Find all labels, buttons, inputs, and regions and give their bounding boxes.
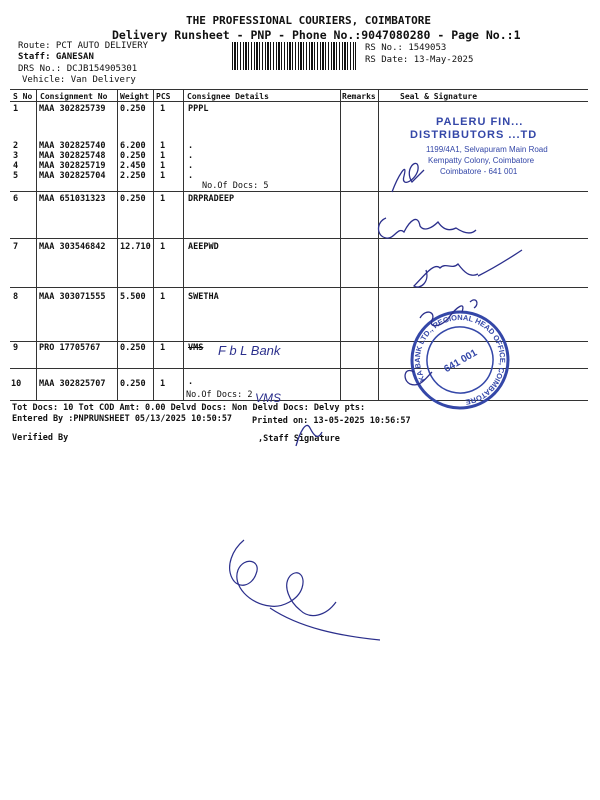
- row-pcs: 1: [160, 292, 166, 302]
- row-consignee: .: [188, 171, 194, 181]
- stamp-center-text: 641 001: [442, 347, 480, 376]
- staff-signature-scribble: [296, 425, 322, 446]
- row-consignment: MAA 302825707: [39, 379, 106, 389]
- row-consignee: AEEPWD: [188, 242, 219, 252]
- row-sno: 6: [13, 194, 19, 204]
- handwritten-note-row9: F b L Bank: [218, 343, 281, 358]
- row-pcs: 1: [160, 141, 166, 151]
- row-consignee: .: [188, 151, 194, 161]
- stamp-line: PALERU FIN...: [436, 116, 524, 128]
- row-pcs: 1: [160, 242, 166, 252]
- header-sno: S No: [13, 92, 33, 101]
- row-consignment: MAA 302825740: [39, 141, 106, 151]
- stamp-line: Coimbatore - 641 001: [440, 167, 518, 176]
- verified-by: Verified By: [12, 433, 69, 443]
- row-pcs: 1: [160, 379, 166, 389]
- row-weight: 0.250: [120, 379, 146, 389]
- stamp-line: DISTRIBUTORS ...TD: [410, 129, 538, 141]
- docs-count-group2: No.Of Docs: 2: [186, 390, 253, 400]
- header-seal: Seal & Signature: [400, 92, 478, 101]
- row-sno: 9: [13, 343, 19, 353]
- stamp-line: 1199/4A1, Selvapuram Main Road: [426, 145, 548, 154]
- staff-signature-label: ,Staff Signature: [258, 434, 340, 444]
- docs-count-group1: No.Of Docs: 5: [202, 181, 269, 191]
- printed-on: Printed on: 13-05-2025 10:56:57: [252, 416, 411, 426]
- header-weight: Weight: [120, 92, 149, 101]
- row-consignee: .: [188, 161, 194, 171]
- row-consignee: PPPL: [188, 104, 209, 114]
- header-remarks: Remarks: [342, 92, 376, 101]
- row-weight: 6.200: [120, 141, 146, 151]
- row-weight: 12.710: [120, 242, 151, 252]
- row-sno: 3: [13, 151, 19, 161]
- row-weight: 0.250: [120, 194, 146, 204]
- large-signature: [230, 540, 380, 640]
- row-consignment: MAA 651031323: [39, 194, 106, 204]
- header-consignee: Consignee Details: [187, 92, 269, 101]
- row-consignee: DRPRADEEP: [188, 194, 235, 204]
- signature-row6: [379, 218, 477, 238]
- row-weight: 2.250: [120, 171, 146, 181]
- company-title: THE PROFESSIONAL COURIERS, COIMBATORE: [186, 14, 432, 27]
- entered-by: Entered By :PNPRUNSHEET 05/13/2025 10:50:57: [12, 414, 233, 424]
- row-weight: 2.450: [120, 161, 146, 171]
- vehicle: Vehicle: Van Delivery: [22, 75, 136, 85]
- row-sno: 1: [13, 104, 19, 114]
- signature-row7: [414, 250, 522, 287]
- rs-number: RS No.: 1549053: [365, 43, 447, 53]
- row-consignment: MAA 302825704: [39, 171, 106, 181]
- sheet-title: Delivery Runsheet - PNP - Phone No.:9047080280 - Page No.:1: [112, 28, 521, 42]
- row-sno: 4: [13, 161, 19, 171]
- row-pcs: 1: [160, 171, 166, 181]
- row-consignment: MAA 302825719: [39, 161, 106, 171]
- row-pcs: 1: [160, 343, 166, 353]
- row-consignment: MAA 302825748: [39, 151, 106, 161]
- header-consignment: Consignment No: [40, 92, 108, 101]
- header-pcs: PCS: [156, 92, 171, 101]
- row-weight: 5.500: [120, 292, 146, 302]
- row-weight: 0.250: [120, 343, 146, 353]
- row-consignment: MAA 303546842: [39, 242, 106, 252]
- row-pcs: 1: [160, 194, 166, 204]
- row-sno: 2: [13, 141, 19, 151]
- stamp-outer-text: KA BANK LTD., REGIONAL HEAD OFFICE, COIMBATORE: [412, 312, 508, 407]
- row-sno: 7: [13, 242, 19, 252]
- rs-date: RS Date: 13-May-2025: [365, 55, 474, 65]
- row-consignee: SWETHA: [188, 292, 219, 302]
- row-consignment: MAA 303071555: [39, 292, 106, 302]
- row-sno: 5: [13, 171, 19, 181]
- row-sno: 10: [11, 379, 22, 389]
- totals-line: Tot Docs: 10 Tot COD Amt: 0.00 Delvd Docs: Non Delvd Docs: Delvy pts:: [12, 403, 366, 413]
- handwritten-note-row10: VMS: [255, 391, 282, 405]
- signature-row1: [392, 163, 424, 192]
- row-consignee: VMS: [188, 343, 204, 353]
- row-pcs: 1: [160, 151, 166, 161]
- drs-number: DRS No.: DCJB154905301: [18, 64, 138, 74]
- row-consignment: PRO 17705767: [39, 343, 101, 353]
- route: Route: PCT AUTO DELIVERY: [18, 41, 149, 51]
- staff: Staff: GANESAN: [18, 52, 94, 62]
- row-weight: 0.250: [120, 104, 146, 114]
- row-pcs: 1: [160, 161, 166, 171]
- row-weight: 0.250: [120, 151, 146, 161]
- row-consignee: .: [188, 141, 194, 151]
- bank-round-stamp: [394, 294, 525, 425]
- row-sno: 8: [13, 292, 19, 302]
- stamp-line: Kempatty Colony, Coimbatore: [428, 156, 535, 165]
- row-consignee: .: [188, 377, 194, 387]
- row-pcs: 1: [160, 104, 166, 114]
- row-consignment: MAA 302825739: [39, 104, 106, 114]
